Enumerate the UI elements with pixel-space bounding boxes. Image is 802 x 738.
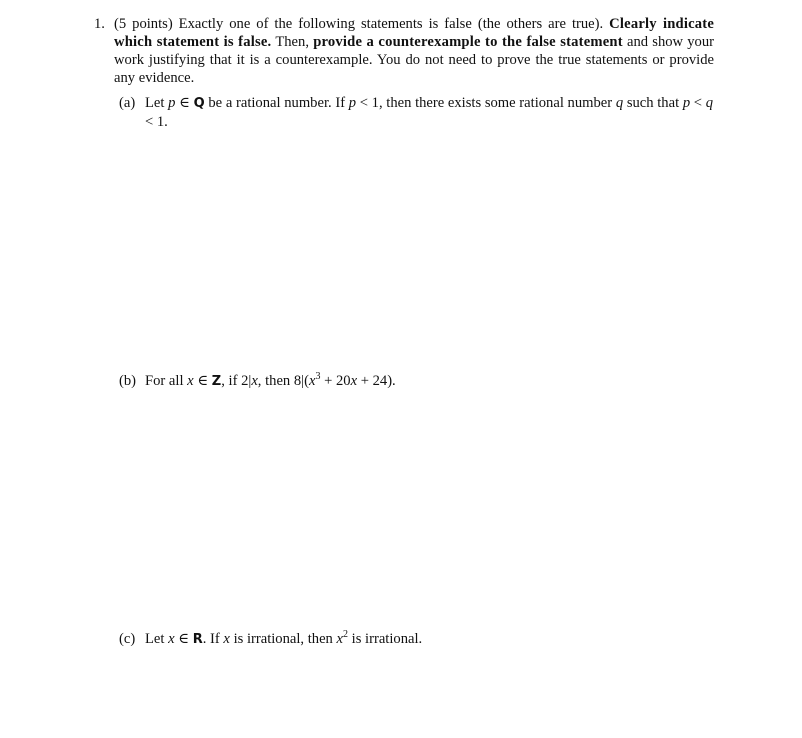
problem-bold-2: provide a counterexample to the false statement bbox=[313, 34, 623, 50]
part-a-text: be a rational number. If bbox=[208, 95, 346, 111]
problem-1 bbox=[94, 15, 714, 87]
part-c-label: (c) bbox=[119, 631, 136, 647]
problem-intro-2: Then, bbox=[275, 34, 309, 50]
problem-intro-3: and show your work justifying that it is a counterexample. You do not need to prove the true statements or provide any evidence. bbox=[114, 34, 715, 86]
part-a-statement bbox=[145, 94, 713, 131]
math-var-p: p bbox=[348, 95, 357, 111]
math-rationals-symbol: Q bbox=[193, 96, 205, 111]
math-in-symbol: ∈ bbox=[197, 373, 209, 389]
part-b-text: + 24). bbox=[360, 373, 396, 389]
math-var-x: x bbox=[223, 631, 230, 647]
problem-intro-1: (5 points) Exactly one of the following statements is false (the others are true). bbox=[114, 16, 604, 32]
math-var-q: q bbox=[615, 95, 624, 111]
problem-number: 1. bbox=[94, 16, 105, 32]
math-less-than: < bbox=[693, 95, 703, 111]
part-c-statement bbox=[145, 630, 713, 649]
part-b-text: , if 2| bbox=[221, 373, 252, 389]
math-var-x: x bbox=[308, 373, 316, 389]
part-c-text: . If bbox=[202, 631, 220, 647]
math-var-p: p bbox=[168, 95, 176, 111]
part-b-label: (b) bbox=[119, 373, 137, 389]
part-a-text: Let bbox=[145, 95, 165, 111]
math-var-p: p bbox=[682, 95, 691, 111]
part-c-text: Let bbox=[145, 631, 165, 647]
part-b-text: For all bbox=[145, 373, 184, 389]
part-a-text: < 1, then there exists some rational number bbox=[359, 95, 613, 111]
part-b-text: + 20 bbox=[324, 373, 351, 389]
math-in-symbol: ∈ bbox=[179, 95, 190, 111]
math-var-x: x bbox=[168, 631, 175, 647]
math-var-q: q bbox=[705, 95, 714, 111]
part-b bbox=[119, 372, 713, 391]
math-exponent: 2 bbox=[343, 629, 348, 641]
part-c-text: is irrational, then bbox=[233, 631, 333, 647]
math-var-x: x bbox=[350, 373, 358, 389]
math-var-x: x bbox=[187, 373, 194, 389]
math-in-symbol: ∈ bbox=[178, 631, 190, 647]
part-a-label: (a) bbox=[119, 95, 136, 111]
math-var-x: x bbox=[251, 373, 258, 389]
math-integers-symbol: Z bbox=[211, 374, 222, 389]
problem-statement bbox=[114, 15, 714, 87]
part-c-text: is irrational. bbox=[351, 631, 423, 647]
math-reals-symbol: R bbox=[192, 632, 203, 647]
math-exponent: 3 bbox=[315, 371, 321, 383]
math-var-x: x bbox=[336, 631, 343, 647]
part-b-text: , then 8|( bbox=[257, 373, 309, 389]
problem-bold-1: Clearly indicate which statement is false. bbox=[114, 16, 715, 50]
part-a-text: < 1. bbox=[145, 114, 168, 130]
part-b-statement bbox=[145, 372, 713, 391]
part-a bbox=[119, 94, 713, 131]
part-c bbox=[119, 630, 713, 649]
part-a-text: such that bbox=[626, 95, 680, 111]
